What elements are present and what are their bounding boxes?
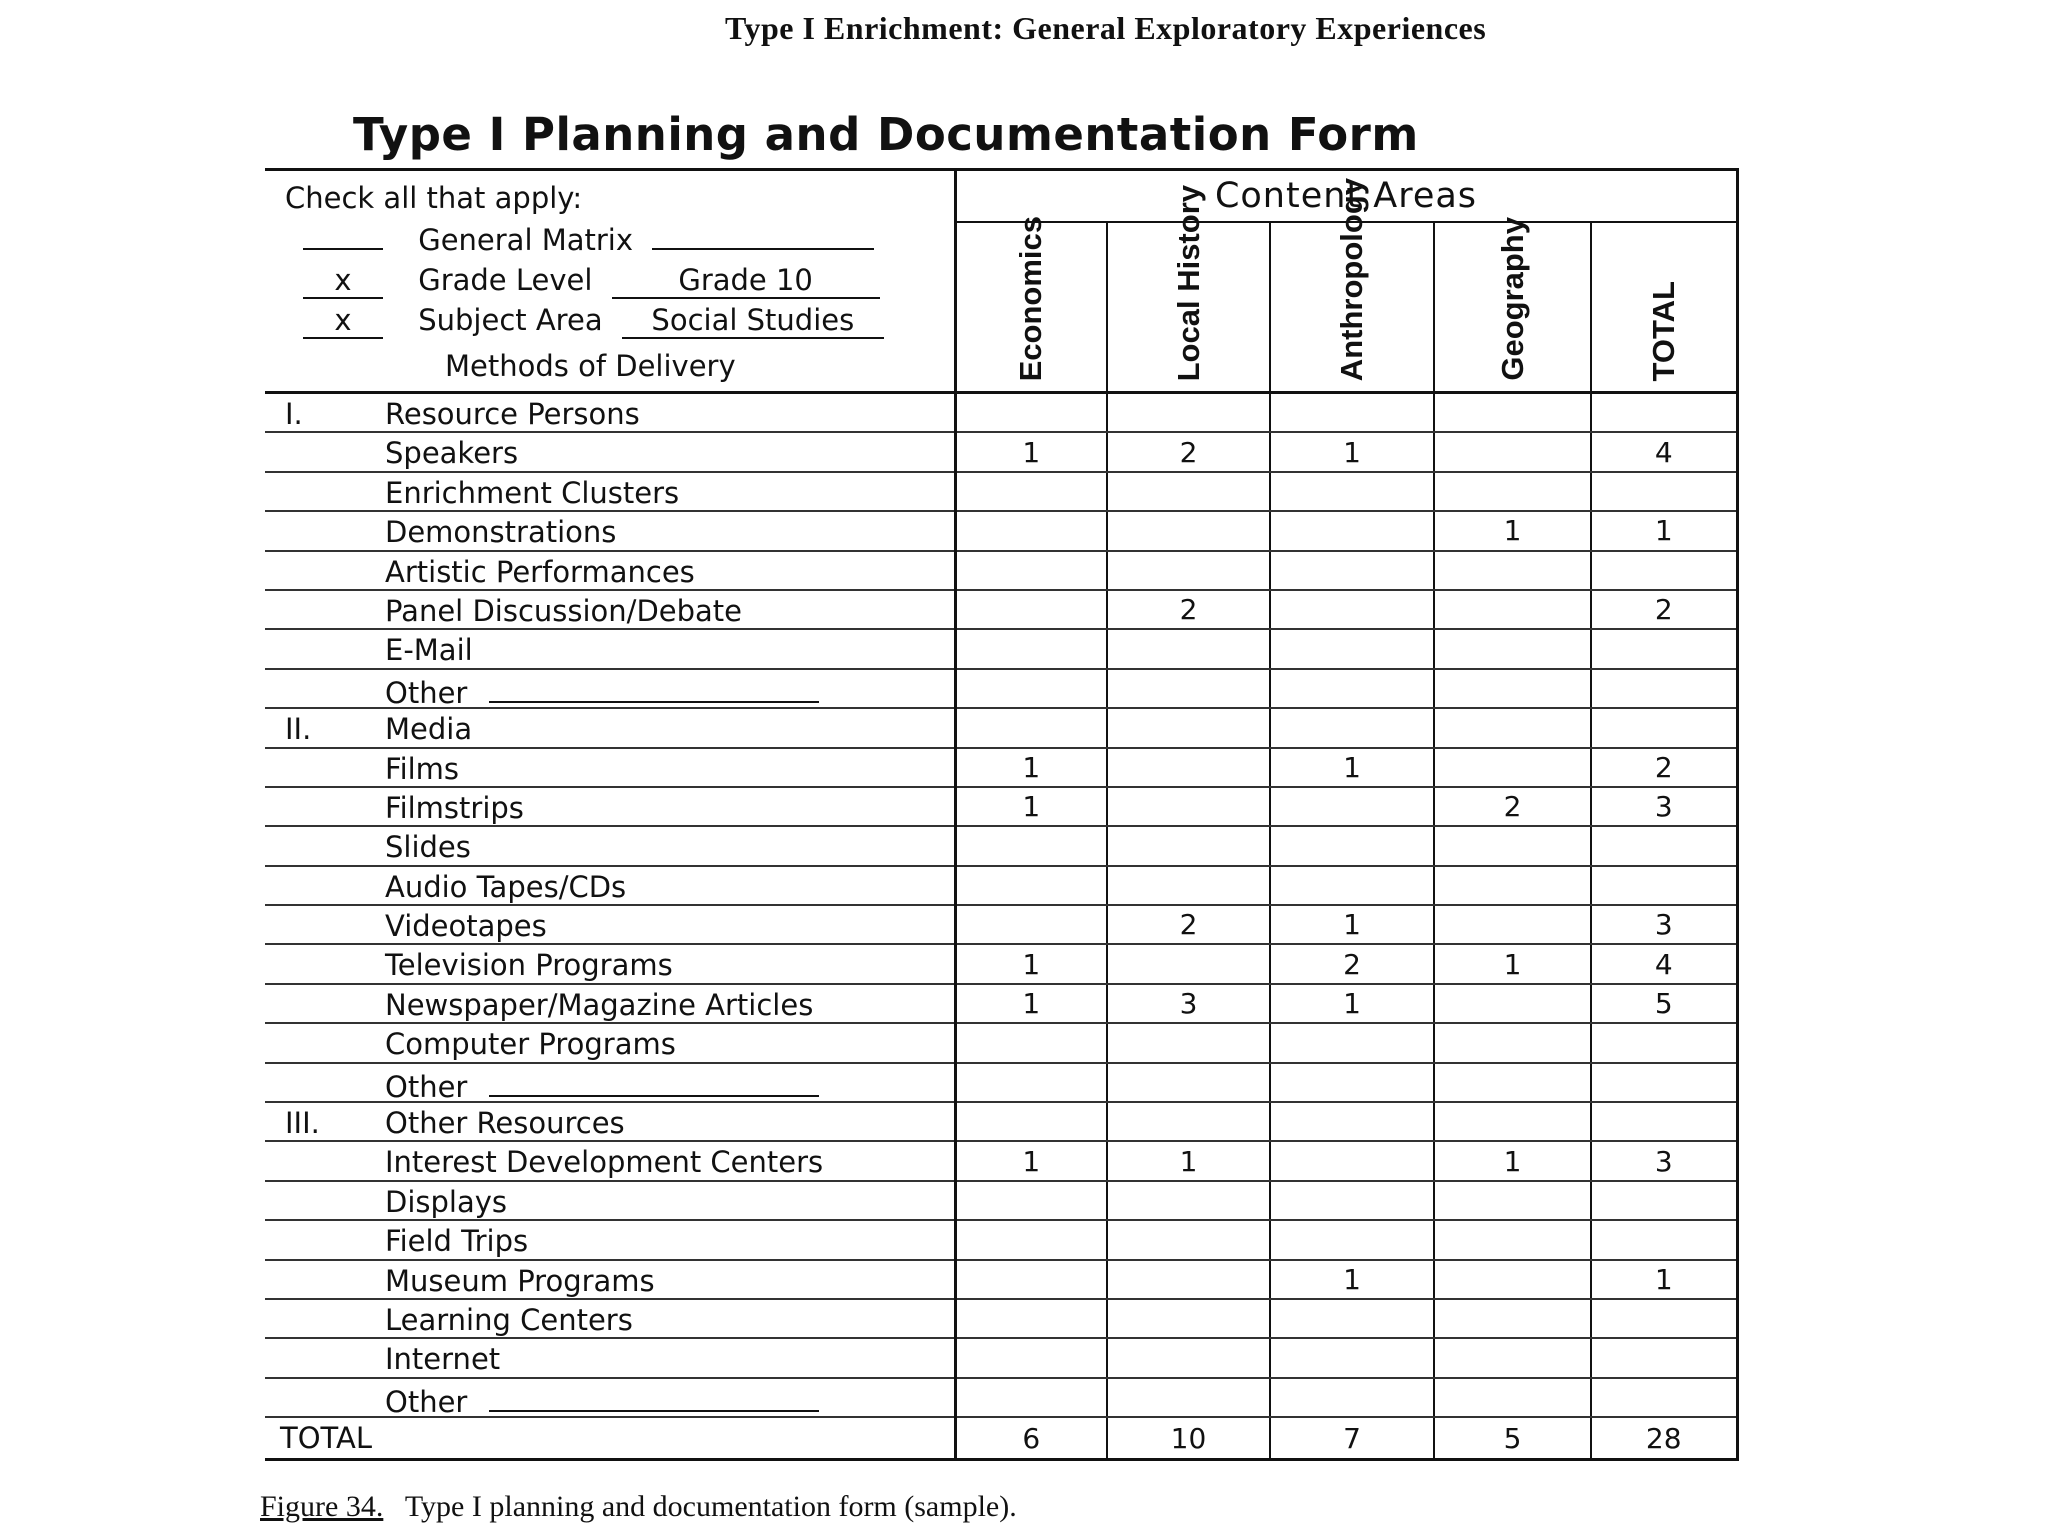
- check-label: General Matrix: [418, 223, 634, 257]
- row-label-cell: [265, 984, 955, 1023]
- method-label-text: Enrichment Clusters: [385, 475, 680, 510]
- method-label-text: Interest Development Centers: [385, 1145, 824, 1180]
- form-body: [265, 393, 1737, 1460]
- table-row: [265, 905, 1737, 944]
- total-label: TOTAL: [280, 1421, 372, 1456]
- count-cell[interactable]: [1434, 1023, 1591, 1062]
- count-cell[interactable]: [1270, 787, 1434, 826]
- check-line-general-matrix: [303, 223, 874, 257]
- section-numeral: III.: [285, 1106, 320, 1141]
- method-label-text: Media: [385, 712, 473, 747]
- table-row: [265, 1260, 1737, 1299]
- row-label-cell: [265, 669, 955, 708]
- section-numeral: II.: [285, 712, 312, 747]
- method-label: [385, 633, 473, 667]
- method-label: [385, 1382, 819, 1419]
- method-label-text: Newspaper/Magazine Articles: [385, 987, 814, 1022]
- count-cell[interactable]: [1434, 551, 1591, 590]
- count-cell[interactable]: 1: [955, 1141, 1107, 1180]
- count-cell[interactable]: [1107, 472, 1270, 511]
- other-blank-line[interactable]: [489, 1067, 819, 1097]
- table-row: [265, 1141, 1737, 1180]
- total-label-cell: [265, 1417, 955, 1460]
- count-cell[interactable]: 1: [955, 432, 1107, 471]
- count-cell[interactable]: [1270, 1063, 1434, 1102]
- table-row: [265, 1102, 1737, 1141]
- count-cell[interactable]: [1107, 1102, 1270, 1141]
- method-label-text: Speakers: [385, 436, 519, 471]
- row-label-cell: [265, 472, 955, 511]
- count-cell[interactable]: [955, 1063, 1107, 1102]
- table-row: [265, 1220, 1737, 1259]
- count-cell[interactable]: [1270, 1181, 1434, 1220]
- row-label-cell: [265, 905, 955, 944]
- column-geography: Geography: [1434, 222, 1591, 393]
- count-cell[interactable]: 1: [955, 984, 1107, 1023]
- row-label-cell: [265, 1023, 955, 1062]
- count-cell[interactable]: [955, 629, 1107, 668]
- count-cell[interactable]: [1591, 1378, 1737, 1417]
- count-cell[interactable]: [1434, 984, 1591, 1023]
- count-cell[interactable]: [1107, 1220, 1270, 1259]
- count-cell[interactable]: [955, 1260, 1107, 1299]
- method-label-text: Television Programs: [385, 948, 673, 983]
- method-label-text: Field Trips: [385, 1224, 529, 1259]
- method-label: [385, 397, 640, 431]
- method-label-text: Other: [385, 1384, 468, 1419]
- check-mark[interactable]: [303, 248, 383, 250]
- method-label-text: Slides: [385, 830, 471, 865]
- table-row: [265, 472, 1737, 511]
- count-cell[interactable]: [1270, 1338, 1434, 1377]
- count-cell[interactable]: 1: [1434, 1141, 1591, 1180]
- count-cell[interactable]: [955, 1299, 1107, 1338]
- method-label: [385, 1106, 625, 1140]
- count-cell[interactable]: [1591, 1299, 1737, 1338]
- count-cell[interactable]: [955, 551, 1107, 590]
- method-label-text: Demonstrations: [385, 515, 617, 550]
- table-row: [265, 511, 1737, 550]
- table-row: [265, 1063, 1737, 1102]
- count-cell[interactable]: [955, 905, 1107, 944]
- method-label: [385, 712, 472, 746]
- total-cell: 28: [1591, 1417, 1737, 1460]
- count-cell[interactable]: [1591, 708, 1737, 747]
- count-cell[interactable]: [955, 590, 1107, 629]
- count-cell[interactable]: [955, 1181, 1107, 1220]
- count-cell[interactable]: [1591, 472, 1737, 511]
- count-cell[interactable]: 2: [1434, 787, 1591, 826]
- row-label-cell: [265, 1181, 955, 1220]
- count-cell[interactable]: [1107, 944, 1270, 983]
- methods-of-delivery-title: Methods of Delivery: [445, 349, 736, 383]
- check-label: Subject Area: [418, 303, 603, 337]
- method-label: [385, 1303, 633, 1337]
- table-row: [265, 1378, 1737, 1417]
- count-cell[interactable]: [1434, 629, 1591, 668]
- count-cell[interactable]: [1270, 551, 1434, 590]
- column-anthropology: Anthropology: [1270, 222, 1434, 393]
- total-row: [265, 1417, 1737, 1460]
- row-label-cell: [265, 511, 955, 550]
- table-row: [265, 748, 1737, 787]
- count-cell[interactable]: 2: [1270, 944, 1434, 983]
- row-label-cell: [265, 1063, 955, 1102]
- count-cell[interactable]: [1107, 551, 1270, 590]
- count-cell[interactable]: 2: [1107, 590, 1270, 629]
- count-cell[interactable]: [1591, 629, 1737, 668]
- column-economics: Economics: [955, 222, 1107, 393]
- method-label-text: Internet: [385, 1342, 501, 1377]
- count-cell[interactable]: [955, 1102, 1107, 1141]
- method-label: [385, 436, 518, 470]
- count-cell[interactable]: [1270, 1378, 1434, 1417]
- count-cell[interactable]: [1434, 826, 1591, 865]
- method-label: [385, 1342, 500, 1376]
- count-cell[interactable]: [1434, 1181, 1591, 1220]
- count-cell[interactable]: [1591, 1338, 1737, 1377]
- count-cell[interactable]: [1434, 393, 1591, 433]
- row-label-cell: [265, 393, 955, 433]
- count-cell[interactable]: [1591, 1220, 1737, 1259]
- count-cell[interactable]: 3: [1107, 984, 1270, 1023]
- check-value[interactable]: Grade 10: [612, 263, 880, 299]
- count-cell[interactable]: [955, 866, 1107, 905]
- count-cell[interactable]: [1107, 669, 1270, 708]
- count-cell[interactable]: [1270, 590, 1434, 629]
- total-cell: 7: [1270, 1417, 1434, 1460]
- count-cell[interactable]: [1107, 629, 1270, 668]
- count-cell[interactable]: [1270, 1141, 1434, 1180]
- method-label-text: Museum Programs: [385, 1263, 655, 1298]
- row-label-cell: [265, 787, 955, 826]
- count-cell[interactable]: 1: [1591, 1260, 1737, 1299]
- count-cell[interactable]: [1434, 432, 1591, 471]
- method-label-text: Other: [385, 675, 468, 710]
- count-cell[interactable]: 1: [1107, 1141, 1270, 1180]
- count-cell[interactable]: [1107, 826, 1270, 865]
- count-cell[interactable]: 1: [1270, 432, 1434, 471]
- column-total: TOTAL: [1591, 222, 1737, 393]
- row-label-cell: [265, 826, 955, 865]
- count-cell[interactable]: [1270, 1102, 1434, 1141]
- method-label: [385, 948, 673, 982]
- count-cell[interactable]: [1270, 708, 1434, 747]
- method-label-text: Other Resources: [385, 1106, 625, 1141]
- other-blank-line[interactable]: [489, 673, 819, 703]
- method-label: [385, 1224, 528, 1258]
- count-cell[interactable]: [1434, 1260, 1591, 1299]
- method-label-text: Films: [385, 751, 460, 786]
- row-label-cell: [265, 551, 955, 590]
- count-cell[interactable]: [955, 826, 1107, 865]
- count-cell[interactable]: 1: [955, 944, 1107, 983]
- check-value[interactable]: Social Studies: [622, 303, 884, 339]
- count-cell[interactable]: [1107, 1338, 1270, 1377]
- count-cell[interactable]: 1: [955, 748, 1107, 787]
- table-row: [265, 1338, 1737, 1377]
- table-row: [265, 669, 1737, 708]
- table-row: [265, 787, 1737, 826]
- count-cell[interactable]: 2: [1591, 590, 1737, 629]
- row-label-cell: [265, 629, 955, 668]
- row-label-cell: [265, 748, 955, 787]
- row-label-cell: [265, 590, 955, 629]
- table-row: [265, 1181, 1737, 1220]
- count-cell[interactable]: [1270, 1220, 1434, 1259]
- count-cell[interactable]: 4: [1591, 432, 1737, 471]
- table-row: [265, 1023, 1737, 1062]
- count-cell[interactable]: 3: [1591, 787, 1737, 826]
- count-cell[interactable]: [1270, 1299, 1434, 1338]
- row-label-cell: [265, 944, 955, 983]
- table-row: [265, 393, 1737, 433]
- count-cell[interactable]: [1107, 866, 1270, 905]
- method-label-text: Learning Centers: [385, 1302, 633, 1337]
- row-label-cell: [265, 708, 955, 747]
- method-label: [385, 594, 742, 628]
- table-row: [265, 590, 1737, 629]
- row-label-cell: [265, 1260, 955, 1299]
- table-row: [265, 708, 1737, 747]
- table-row: [265, 866, 1737, 905]
- method-label-text: Artistic Performances: [385, 554, 695, 589]
- check-line-grade-level: [303, 263, 880, 299]
- method-label-text: Filmstrips: [385, 790, 524, 825]
- count-cell[interactable]: [1107, 393, 1270, 433]
- count-cell[interactable]: [1434, 1338, 1591, 1377]
- count-cell[interactable]: 1: [1270, 1260, 1434, 1299]
- method-label: [385, 988, 813, 1022]
- count-cell[interactable]: [955, 1220, 1107, 1259]
- count-cell[interactable]: [1107, 1181, 1270, 1220]
- count-cell[interactable]: [1107, 1299, 1270, 1338]
- count-cell[interactable]: [1270, 866, 1434, 905]
- count-cell[interactable]: [955, 393, 1107, 433]
- count-cell[interactable]: [955, 1338, 1107, 1377]
- count-cell[interactable]: [1434, 866, 1591, 905]
- count-cell[interactable]: [1107, 1063, 1270, 1102]
- check-line-subject-area: [303, 303, 884, 339]
- count-cell[interactable]: [955, 1023, 1107, 1062]
- figure-caption: [260, 1490, 1017, 1524]
- count-cell[interactable]: [1434, 905, 1591, 944]
- row-label-cell: [265, 1220, 955, 1259]
- count-cell[interactable]: 5: [1591, 984, 1737, 1023]
- count-cell[interactable]: 1: [1270, 984, 1434, 1023]
- method-label-text: Videotapes: [385, 909, 547, 944]
- caption-text: Type I planning and documentation form (sample).: [404, 1490, 1017, 1523]
- count-cell[interactable]: [955, 669, 1107, 708]
- count-cell[interactable]: [1591, 1063, 1737, 1102]
- method-label-text: Other: [385, 1069, 468, 1104]
- documentation-form-table: [265, 168, 1739, 1461]
- method-label: [385, 1027, 676, 1061]
- count-cell[interactable]: 1: [955, 787, 1107, 826]
- method-label: [385, 791, 524, 825]
- count-cell[interactable]: [955, 1378, 1107, 1417]
- count-cell[interactable]: [1434, 590, 1591, 629]
- count-cell[interactable]: 3: [1591, 905, 1737, 944]
- count-cell[interactable]: 1: [1591, 511, 1737, 550]
- method-label: [385, 515, 616, 549]
- count-cell[interactable]: [1434, 472, 1591, 511]
- count-cell[interactable]: 2: [1591, 748, 1737, 787]
- check-section: [265, 170, 955, 393]
- method-label-text: Computer Programs: [385, 1027, 676, 1062]
- count-cell[interactable]: [1434, 1063, 1591, 1102]
- count-cell[interactable]: 4: [1591, 944, 1737, 983]
- method-label-text: E-Mail: [385, 633, 473, 668]
- section-numeral: I.: [285, 397, 303, 431]
- other-blank-line[interactable]: [489, 1382, 819, 1412]
- method-label: [385, 1067, 819, 1104]
- count-cell[interactable]: 3: [1591, 1141, 1737, 1180]
- method-label: [385, 909, 547, 943]
- count-cell[interactable]: [1107, 787, 1270, 826]
- row-label-cell: [265, 1299, 955, 1338]
- method-label: [385, 1264, 655, 1298]
- figure-number: Figure 34.: [260, 1490, 384, 1523]
- method-label: [385, 555, 695, 589]
- table-row: [265, 1299, 1737, 1338]
- count-cell[interactable]: [1591, 393, 1737, 433]
- count-cell[interactable]: [1270, 472, 1434, 511]
- count-cell[interactable]: [1270, 669, 1434, 708]
- row-label-cell: [265, 1338, 955, 1377]
- total-cell: 6: [955, 1417, 1107, 1460]
- table-row: [265, 551, 1737, 590]
- count-cell[interactable]: [1270, 826, 1434, 865]
- table-row: [265, 629, 1737, 668]
- method-label-text: Displays: [385, 1184, 508, 1219]
- count-cell[interactable]: [1434, 669, 1591, 708]
- count-cell[interactable]: [1107, 1260, 1270, 1299]
- count-cell[interactable]: [1591, 1102, 1737, 1141]
- count-cell[interactable]: [1270, 1023, 1434, 1062]
- total-cell: 5: [1434, 1417, 1591, 1460]
- count-cell[interactable]: [1270, 629, 1434, 668]
- row-label-cell: [265, 866, 955, 905]
- method-label: [385, 1145, 823, 1179]
- method-label-text: Audio Tapes/CDs: [385, 869, 627, 904]
- row-label-cell: [265, 1141, 955, 1180]
- method-label: [385, 830, 471, 864]
- method-label: [385, 752, 459, 786]
- check-title: Check all that apply:: [285, 181, 583, 215]
- count-cell[interactable]: [1270, 511, 1434, 550]
- table-row: [265, 984, 1737, 1023]
- method-label-text: Panel Discussion/Debate: [385, 593, 743, 628]
- table-row: [265, 826, 1737, 865]
- content-areas-heading: Content Areas: [955, 170, 1737, 223]
- method-label: [385, 476, 679, 510]
- column-local-history: Local History: [1107, 222, 1270, 393]
- count-cell[interactable]: 1: [1270, 905, 1434, 944]
- count-cell[interactable]: [1434, 1220, 1591, 1259]
- count-cell[interactable]: [1434, 1102, 1591, 1141]
- total-cell: 10: [1107, 1417, 1270, 1460]
- count-cell[interactable]: [1270, 393, 1434, 433]
- count-cell[interactable]: [1107, 511, 1270, 550]
- method-label: [385, 673, 819, 710]
- count-cell[interactable]: [1591, 1023, 1737, 1062]
- count-cell[interactable]: [1434, 1299, 1591, 1338]
- count-cell[interactable]: [955, 511, 1107, 550]
- count-cell[interactable]: 1: [1434, 511, 1591, 550]
- count-cell[interactable]: [1434, 708, 1591, 747]
- count-cell[interactable]: 1: [1434, 944, 1591, 983]
- row-label-cell: [265, 1378, 955, 1417]
- running-head: Type I Enrichment: General Exploratory Experiences: [725, 10, 1487, 46]
- method-label: [385, 1185, 507, 1219]
- count-cell[interactable]: [955, 472, 1107, 511]
- count-cell[interactable]: [1591, 866, 1737, 905]
- count-cell[interactable]: 2: [1107, 905, 1270, 944]
- count-cell[interactable]: [1107, 1023, 1270, 1062]
- method-label: [385, 870, 626, 904]
- count-cell[interactable]: [1591, 551, 1737, 590]
- table-row: [265, 944, 1737, 983]
- check-mark[interactable]: x: [303, 263, 383, 299]
- count-cell[interactable]: [955, 708, 1107, 747]
- count-cell[interactable]: [1107, 1378, 1270, 1417]
- count-cell[interactable]: [1591, 669, 1737, 708]
- check-value[interactable]: [652, 248, 874, 250]
- count-cell[interactable]: [1591, 1181, 1737, 1220]
- row-label-cell: [265, 432, 955, 471]
- form-title: Type I Planning and Documentation Form: [353, 108, 1419, 161]
- check-mark[interactable]: x: [303, 303, 383, 339]
- count-cell[interactable]: 2: [1107, 432, 1270, 471]
- method-label-text: Resource Persons: [385, 397, 640, 431]
- count-cell[interactable]: [1434, 1378, 1591, 1417]
- check-label: Grade Level: [418, 263, 593, 297]
- count-cell[interactable]: 1: [1270, 748, 1434, 787]
- count-cell[interactable]: [1107, 708, 1270, 747]
- count-cell[interactable]: [1591, 826, 1737, 865]
- count-cell[interactable]: [1434, 748, 1591, 787]
- table-row: [265, 432, 1737, 471]
- row-label-cell: [265, 1102, 955, 1141]
- count-cell[interactable]: [1107, 748, 1270, 787]
